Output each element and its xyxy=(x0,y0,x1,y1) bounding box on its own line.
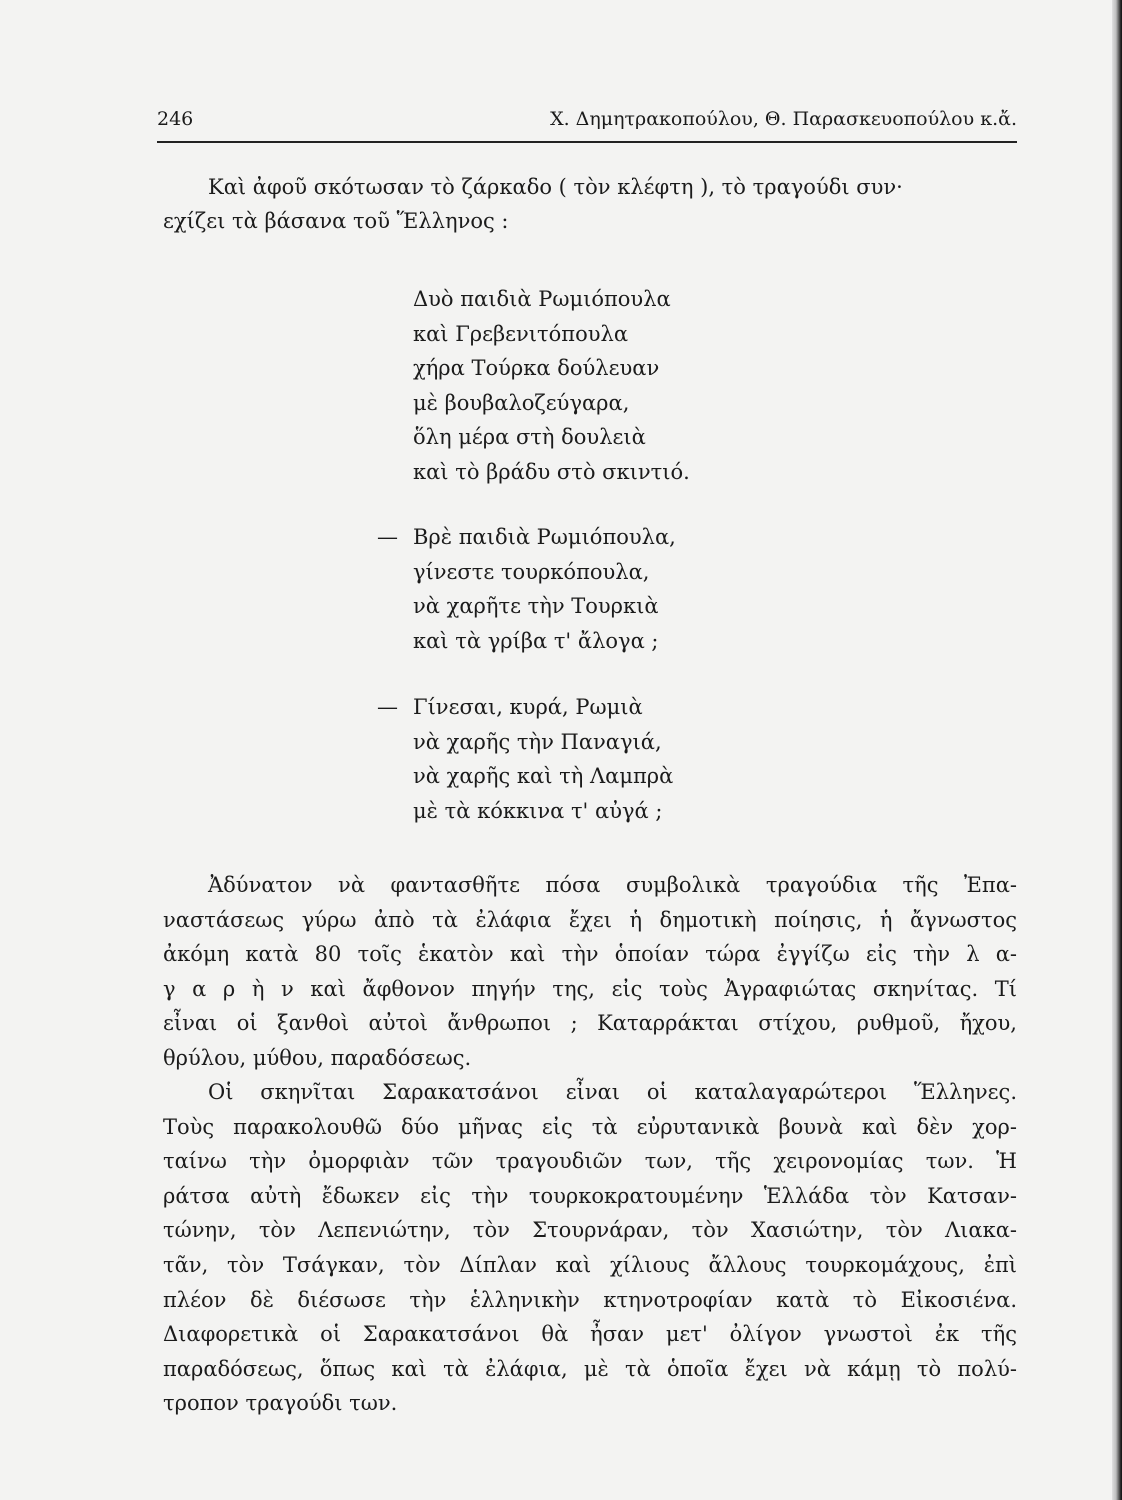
verse-line: νὰ χαρῆς καὶ τὴ Λαμπρὰ xyxy=(413,764,674,788)
verse-text: Βρὲ παιδιὰ Ρωμιόπουλα, xyxy=(413,525,676,549)
text-line: τροπον τραγούδι των. xyxy=(163,1391,398,1416)
dialogue-dash: — xyxy=(377,695,398,719)
text-line: πλέον δὲ διέσωσε τὴν ἑλληνικὴν κτηνοτροφίαν κατὰ τὸ Εἰκοσιένα. xyxy=(163,1287,1017,1312)
verse-line-with-dash xyxy=(377,690,673,725)
text-line: Τοὺς παρακολουθῶ δύο μῆνας εἰς τὰ εὐρυτανικὰ βουνὰ καὶ δὲν χορ- xyxy=(163,1114,1017,1139)
text-line: Οἱ σκηνῖται Σαρακατσάνοι εἶναι οἱ καταλαγαρώτεροι Ἕλληνες. xyxy=(208,1080,1017,1104)
text-line: θρύλου, μύθου, παραδόσεως. xyxy=(163,1045,472,1070)
text-line: εχίζει τὰ βάσανα τοῦ Ἕλληνος : xyxy=(163,209,509,233)
body-paragraph-1 xyxy=(163,868,1017,1076)
text-line: εἶναι οἱ ξανθοὶ αὐτοὶ ἄνθρωποι ; Καταρράκται στίχου, ρυθμοῦ, ἤχου, xyxy=(163,1011,1017,1036)
text-line: ταίνω τὴν ὀμορφιὰν τῶν τραγουδιῶν των, τῆς χειρονομίας των. Ἡ xyxy=(163,1149,1017,1174)
poem-stanza-2 xyxy=(377,520,676,658)
header-rule xyxy=(157,141,1017,143)
text-line: τᾶν, τὸν Τσάγκαν, τὸν Δίπλαν καὶ χίλιους ἄλλους τουρκομάχους, ἐπὶ xyxy=(163,1252,1017,1277)
verse-line: χήρα Τούρκα δούλευαν xyxy=(413,356,660,380)
poem-stanza-1 xyxy=(413,282,690,489)
verse-line: μὲ βουβαλοζεύγαρα, xyxy=(413,390,630,415)
text-line: ἀκόμη κατὰ 80 τοῖς ἑκατὸν καὶ τὴν ὁποίαν τώρα ἐγγίζω εἰς τὴν λ α- xyxy=(163,942,1017,967)
verse-line: καὶ τὰ γρίβα τ' ἄλογα ; xyxy=(413,628,659,653)
verse-line: Δυὸ παιδιὰ Ρωμιόπουλα xyxy=(413,287,671,311)
dialogue-dash: — xyxy=(377,525,398,549)
verse-line: νὰ χαρῆτε τὴν Τουρκιὰ xyxy=(413,594,659,618)
verse-line: γίνεστε τουρκόπουλα, xyxy=(413,559,650,584)
text-line: τώνην, τὸν Λεπενιώτην, τὸν Στουρνάραν, τὸν Χασιώτην, τὸν Λιακα- xyxy=(163,1218,1017,1243)
text-line: Καὶ ἀφοῦ σκότωσαν τὸ ζάρκαδο ( τὸν κλέφτη ), τὸ τραγούδι συν· xyxy=(208,175,903,199)
text-line: Ἀδύνατον νὰ φαντασθῆτε πόσα συμβολικὰ τραγούδια τῆς Ἐπα- xyxy=(208,873,1017,897)
text-line: ναστάσεως γύρω ἀπὸ τὰ ἐλάφια ἔχει ἡ δημοτικὴ ποίησις, ἡ ἄγνωστος xyxy=(163,907,1017,932)
verse-line: νὰ χαρῆς τὴν Παναγιά, xyxy=(413,729,662,754)
verse-line: καὶ Γρεβενιτόπουλα xyxy=(413,321,628,346)
verse-line: μὲ τὰ κόκκινα τ' αὐγά ; xyxy=(413,798,663,823)
verse-line-with-dash xyxy=(377,520,676,555)
page-header xyxy=(157,100,1017,140)
text-line: γ α ρ ὴ ν καὶ ἄφθονον πηγήν της, εἰς τοὺς Ἀγραφιώτας σκηνίτας. Τί xyxy=(163,976,1017,1001)
page-number: 246 xyxy=(157,108,194,130)
intro-paragraph xyxy=(163,170,1017,238)
poem-stanza-3 xyxy=(377,690,674,828)
page-edge-shadow xyxy=(1112,0,1122,1500)
verse-text: Γίνεσαι, κυρά, Ρωμιὰ xyxy=(413,695,643,719)
text-line: Διαφορετικὰ οἱ Σαρακατσάνοι θὰ ἦσαν μετ' ὀλίγον γνωστοὶ ἐκ τῆς xyxy=(163,1322,1017,1347)
running-head: Χ. Δημητρακοπούλου, Θ. Παρασκευοπούλου κ.ἄ. xyxy=(550,108,1017,130)
text-line: παραδόσεως, ὅπως καὶ τὰ ἐλάφια, μὲ τὰ ὁποῖα ἔχει νὰ κάμῃ τὸ πολύ- xyxy=(163,1356,1017,1381)
body-paragraph-2 xyxy=(163,1075,1017,1421)
verse-line: ὅλη μέρα στὴ δουλειὰ xyxy=(413,425,646,449)
verse-line: καὶ τὸ βράδυ στὸ σκιντιό. xyxy=(413,459,690,484)
text-line: ράτσα αὐτὴ ἔδωκεν εἰς τὴν τουρκοκρατουμένην Ἑλλάδα τὸν Κατσαν- xyxy=(163,1183,1017,1208)
